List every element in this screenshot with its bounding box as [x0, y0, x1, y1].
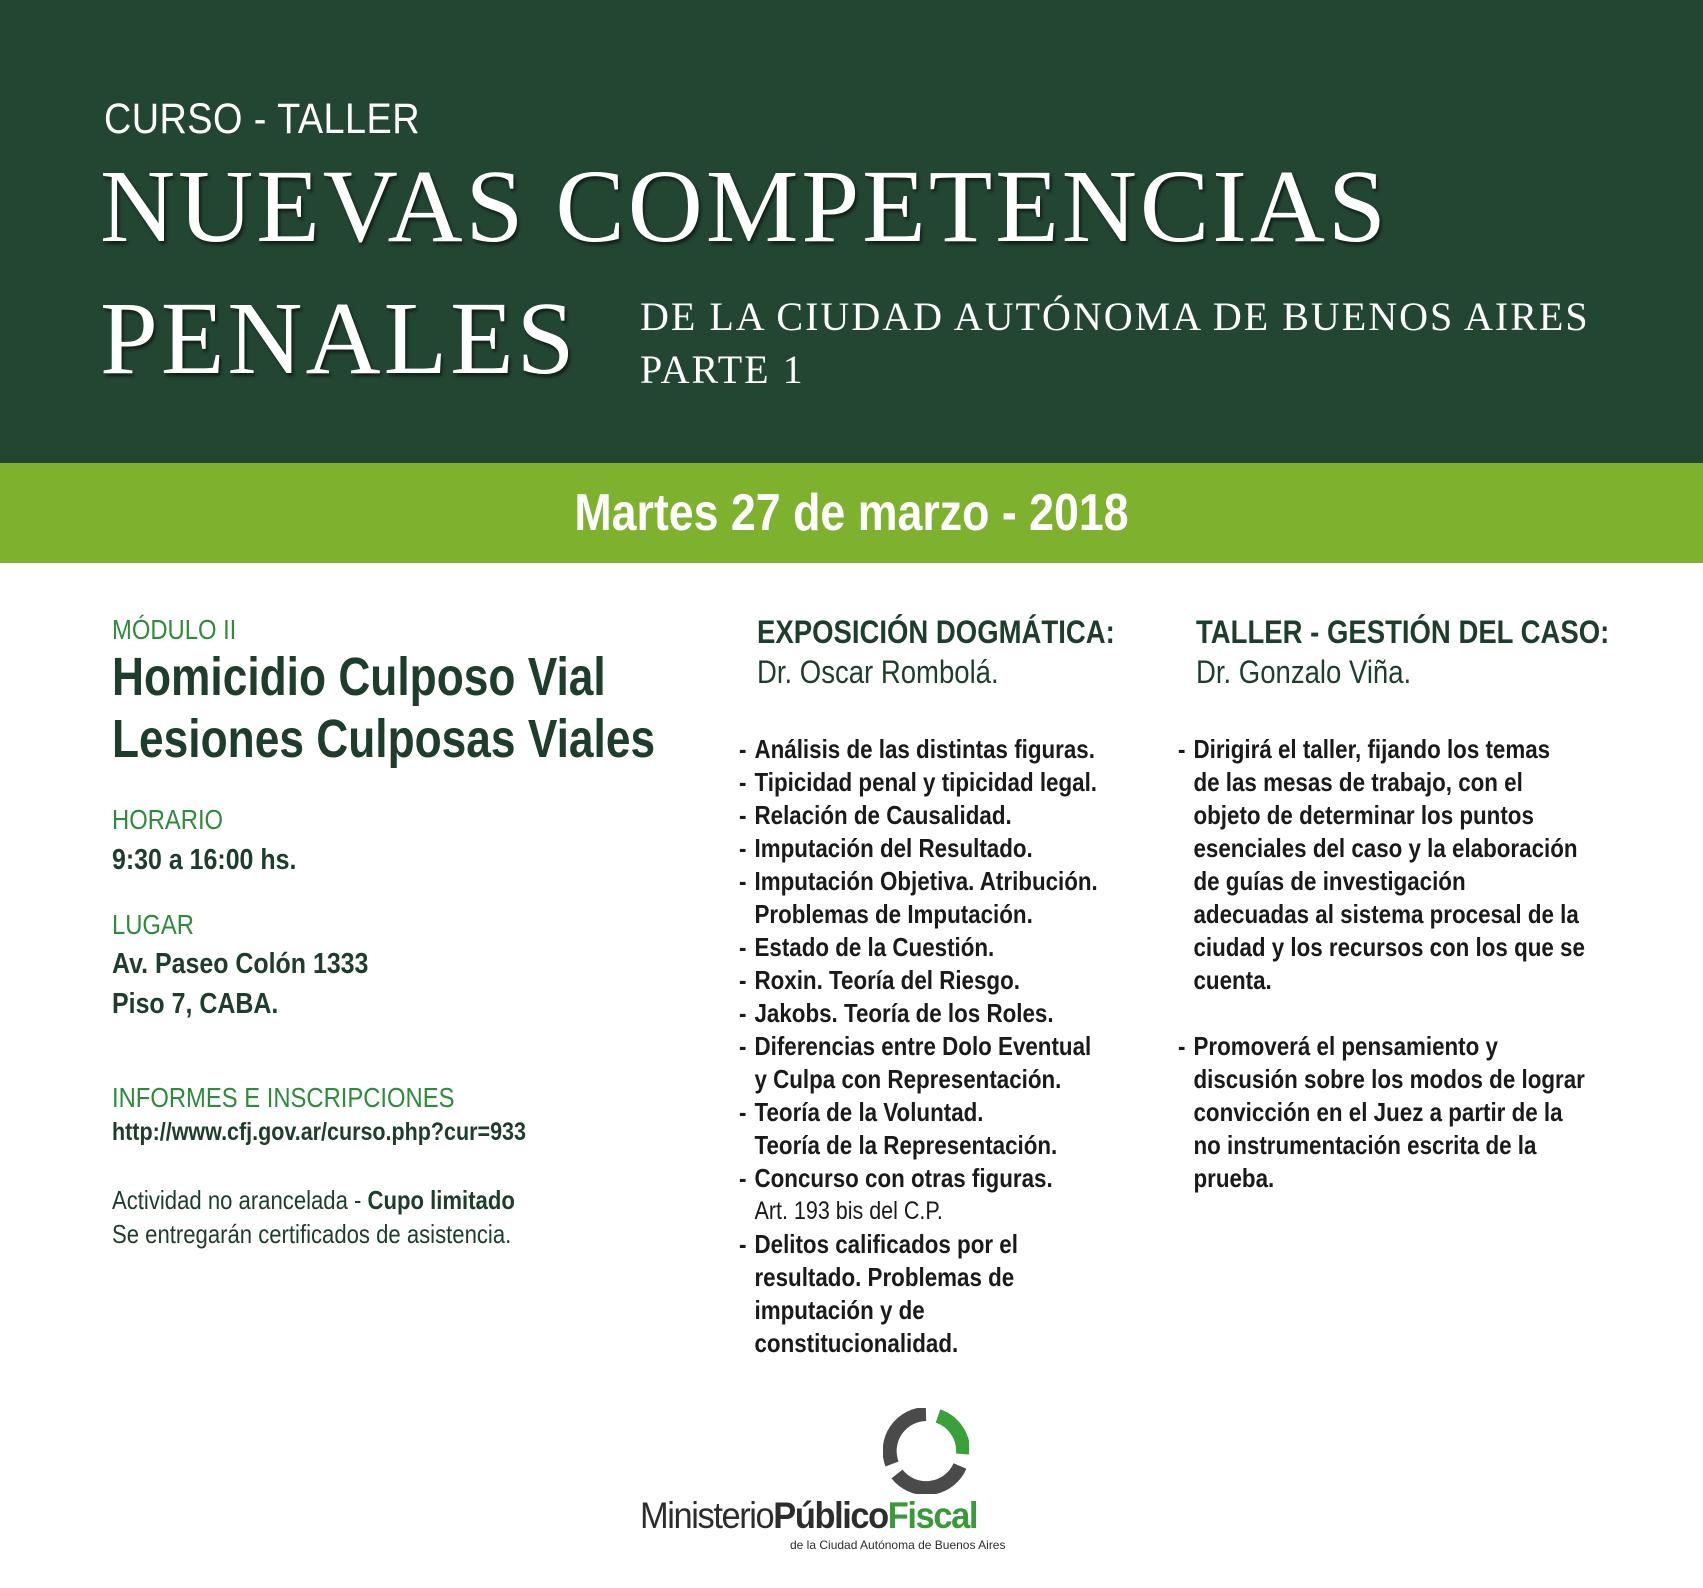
title-line-1: NUEVAS COMPETENCIAS: [100, 149, 1389, 264]
paragraph-line: cuenta.: [1193, 965, 1272, 995]
paragraph-line: discusión sobre los modos de lograr: [1193, 1064, 1585, 1094]
place-line-2: Piso 7, CABA.: [112, 988, 279, 1020]
logo-part-2: Público: [773, 1495, 888, 1536]
ministry-ring-icon: [883, 1408, 969, 1494]
activity-note: [112, 1183, 515, 1217]
exposition-topic: [739, 865, 1098, 931]
module-title-line-1: Homicidio Culposo Vial: [112, 647, 606, 707]
exposition-heading: EXPOSICIÓN DOGMÁTICA:: [757, 614, 1115, 650]
paragraph-line: - Dirigirá el taller, fijando los temas: [1193, 734, 1551, 764]
workshop-paragraph: [1178, 733, 1585, 997]
info-url-link[interactable]: http://www.cfj.gov.ar/curso.php?cur=933: [112, 1118, 526, 1146]
paragraph-line: de las mesas de trabajo, con el: [1193, 767, 1523, 797]
subtitle-line-1: DE LA CIUDAD AUTÓNOMA DE BUENOS AIRES: [640, 294, 1590, 339]
exposition-topic: [739, 832, 1098, 865]
paragraph-line: ciudad y los recursos con los que se: [1193, 932, 1585, 962]
header-banner: [0, 0, 1703, 463]
logo-part-3: Fiscal: [887, 1495, 977, 1536]
topic-line: resultado. Problemas de: [754, 1262, 1015, 1292]
exposition-topic: [739, 1162, 1098, 1228]
paragraph-line: no instrumentación escrita de la: [1193, 1130, 1537, 1160]
topic-line: Problemas de Imputación.: [754, 899, 1033, 929]
schedule-value: 9:30 a 16:00 hs.: [112, 844, 297, 876]
exposition-topics: [739, 733, 1098, 1360]
workshop-heading: TALLER - GESTIÓN DEL CASO:: [1196, 614, 1610, 650]
place-address: [112, 944, 368, 1024]
topic-line: y Culpa con Representación.: [754, 1064, 1062, 1094]
topic-line: - Diferencias entre Dolo Eventual: [754, 1031, 1092, 1061]
paragraph-line: objeto de determinar los puntos: [1193, 800, 1534, 830]
workshop-speaker: Dr. Gonzalo Viña.: [1196, 654, 1412, 690]
module-title: [112, 646, 655, 770]
topic-line: - Jakobs. Teoría de los Roles.: [754, 998, 1054, 1028]
topic-line: - Teoría de la Voluntad.: [754, 1097, 984, 1127]
topic-line: Teoría de la Representación.: [754, 1130, 1058, 1160]
paragraph-line: adecuadas al sistema procesal de la: [1193, 899, 1579, 929]
workshop-paragraph: [1178, 1030, 1585, 1195]
logo-subtitle: de la Ciudad Autónoma de Buenos Aires: [790, 1538, 1006, 1552]
ministry-logo: [640, 1408, 1040, 1552]
topic-line: - Roxin. Teoría del Riesgo.: [754, 965, 1020, 995]
course-kicker: CURSO - TALLER: [104, 95, 420, 143]
place-line-1: Av. Paseo Colón 1333: [112, 948, 369, 980]
exposition-topic: [739, 1030, 1098, 1096]
topic-line: - Concurso con otras figuras.: [754, 1163, 1053, 1193]
logo-part-1: Ministerio: [640, 1495, 774, 1536]
schedule-label: HORARIO: [112, 804, 224, 835]
paragraph-line: esenciales del caso y la elaboración: [1193, 833, 1578, 863]
exposition-topic: [739, 766, 1098, 799]
exposition-speaker: Dr. Oscar Rombolá.: [757, 654, 999, 690]
exposition-topic: [739, 799, 1098, 832]
paragraph-line: convicción en el Juez a partir de la: [1193, 1097, 1563, 1127]
topic-line: Art. 193 bis del C.P.: [754, 1197, 943, 1225]
workshop-description: [1178, 733, 1585, 1195]
paragraph-line: prueba.: [1193, 1163, 1275, 1193]
exposition-topic: [739, 1096, 1098, 1162]
limited-capacity: Cupo limitado: [367, 1185, 515, 1215]
exposition-topic: [739, 1228, 1098, 1360]
paragraph-line: de guías de investigación: [1193, 866, 1466, 896]
title-line-2: PENALES: [100, 281, 578, 396]
exposition-topic: [739, 964, 1098, 997]
activity-note-text: Actividad no arancelada -: [112, 1185, 368, 1215]
info-label: INFORMES E INSCRIPCIONES: [112, 1082, 455, 1113]
certificate-note: Se entregarán certificados de asistencia.: [112, 1219, 512, 1249]
exposition-topic: [739, 997, 1098, 1030]
topic-line: - Estado de la Cuestión.: [754, 932, 995, 962]
subtitle-line-2: PARTE 1: [640, 347, 805, 392]
place-label: LUGAR: [112, 909, 194, 940]
topic-line: - Imputación del Resultado.: [754, 833, 1033, 863]
topic-line: - Análisis de las distintas figuras.: [754, 734, 1095, 764]
topic-line: - Tipicidad penal y tipicidad legal.: [754, 767, 1098, 797]
module-title-line-2: Lesiones Culposas Viales: [112, 709, 656, 769]
exposition-topic: [739, 733, 1098, 766]
topic-line: imputación y de: [754, 1295, 925, 1325]
topic-line: - Relación de Causalidad.: [754, 800, 1012, 830]
module-label: MÓDULO II: [112, 614, 237, 645]
topic-line: - Imputación Objetiva. Atribución.: [754, 866, 1098, 896]
event-date: Martes 27 de marzo - 2018: [574, 484, 1129, 542]
paragraph-line: - Promoverá el pensamiento y: [1193, 1031, 1498, 1061]
exposition-topic: [739, 931, 1098, 964]
logo-wordmark: [640, 1495, 1012, 1537]
topic-line: constitucionalidad.: [754, 1328, 959, 1358]
topic-line: - Delitos calificados por el: [754, 1229, 1018, 1259]
